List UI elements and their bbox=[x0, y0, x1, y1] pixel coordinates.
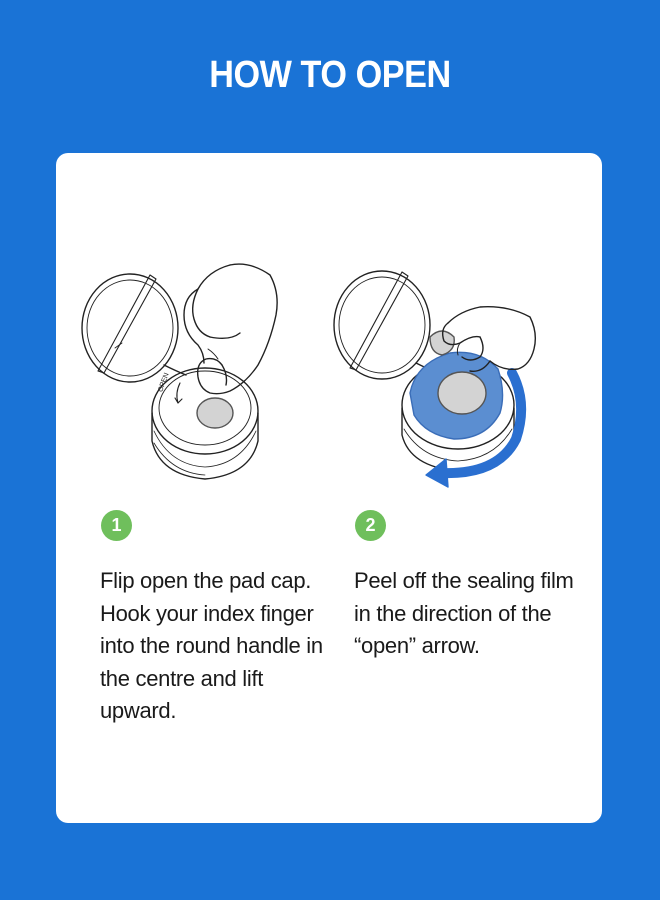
step-description: Peel off the sealing film in the direction of the “open” arrow. bbox=[354, 568, 574, 658]
instructions-card bbox=[56, 153, 602, 823]
open-label: OPEN bbox=[157, 371, 171, 394]
hand-lifting-handle-illustration bbox=[80, 253, 280, 493]
page-title: HOW TO OPEN bbox=[209, 54, 451, 96]
step-number-badge: 2 bbox=[355, 510, 386, 541]
hand-peeling-film-illustration bbox=[330, 253, 540, 498]
step-description: Flip open the pad cap. Hook your index finger into the round handle in the centre and lift upward. bbox=[100, 568, 323, 723]
step-number-badge: 1 bbox=[101, 510, 132, 541]
